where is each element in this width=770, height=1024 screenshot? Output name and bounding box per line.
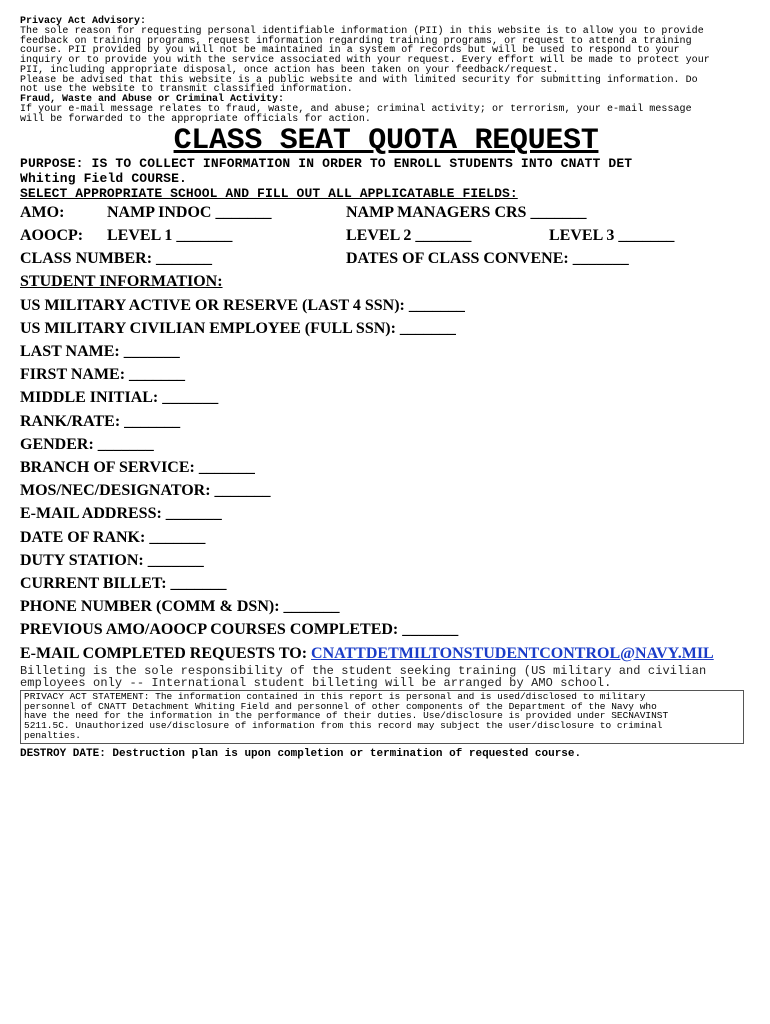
form-page xyxy=(20,17,752,761)
student-info-heading: STUDENT INFORMATION: xyxy=(20,273,223,291)
purpose-line: PURPOSE: IS TO COLLECT INFORMATION IN ORDER TO ENROLL STUDENTS INTO CNATT DET xyxy=(20,156,633,172)
page-title: CLASS SEAT QUOTA REQUEST xyxy=(173,124,599,159)
designator-field[interactable]: MOS/NEC/DESIGNATOR: _______ xyxy=(20,482,271,500)
privacy-advisory-line: feedback on training programs, request information regarding training programs, or request to attend a training xyxy=(20,35,692,47)
rank-rate-field[interactable]: RANK/RATE: _______ xyxy=(20,412,181,430)
last-name-field[interactable]: LAST NAME: _______ xyxy=(20,342,180,360)
first-name-field[interactable]: FIRST NAME: _______ xyxy=(20,366,186,384)
aoocp-label: AOOCP: xyxy=(20,227,84,245)
ssn-full-field[interactable]: US MILITARY CIVILIAN EMPLOYEE (FULL SSN): _______ xyxy=(20,319,456,337)
privacy-statement-line: penalties. xyxy=(24,729,82,741)
email-completed-label: E-MAIL COMPLETED REQUESTS TO: xyxy=(20,644,312,662)
privacy-advisory-line: PII, including appropriate disposal, once action has been taken on your feedback/request. xyxy=(20,64,559,76)
phone-number-field[interactable]: PHONE NUMBER (COMM & DSN): _______ xyxy=(20,598,340,616)
privacy-advisory-line: The sole reason for requesting personal identifiable information (PII) in this website is to allow you to provide xyxy=(20,26,704,37)
privacy-statement-line: PRIVACY ACT STATEMENT: The information contained in this report is personal and is used/disclosed to military xyxy=(24,690,646,702)
previous-courses-field[interactable]: PREVIOUS AMO/AOOCP COURSES COMPLETED: _______ xyxy=(20,621,459,639)
destroy-date-text: : Destruction plan is upon completion or termination of requested course. xyxy=(99,747,582,760)
namp-managers-field[interactable]: NAMP MANAGERS CRS _______ xyxy=(346,204,587,222)
gender-field[interactable]: GENDER: _______ xyxy=(20,435,154,453)
class-convene-field[interactable]: DATES OF CLASS CONVENE: _______ xyxy=(346,250,629,268)
ssn-last4-field[interactable]: US MILITARY ACTIVE OR RESERVE (LAST 4 SSN): _______ xyxy=(20,296,465,314)
class-row xyxy=(20,247,752,270)
fraud-heading: Fraud, Waste and Abuse or Criminal Activity: xyxy=(20,93,285,105)
destroy-date xyxy=(20,747,752,761)
class-number-field[interactable]: CLASS NUMBER: _______ xyxy=(20,250,213,268)
privacy-statement-line: have the need for the information in the performance of their duties. Use/disclosure is provided under SECNAVINST xyxy=(24,710,669,722)
privacy-advisory xyxy=(20,17,752,124)
billeting-line: Billeting is the sole responsibility of the student seeking training (US military and civilian xyxy=(20,663,707,678)
privacy-statement-line: personnel of CNATT Detachment Whiting Field and personnel of other components of the Department of the Navy who xyxy=(24,700,657,712)
date-of-rank-field[interactable]: DATE OF RANK: _______ xyxy=(20,528,206,546)
email-completed-line xyxy=(20,642,752,665)
namp-indoc-field[interactable]: NAMP INDOC _______ xyxy=(107,204,272,222)
aoocp-row xyxy=(20,224,752,247)
level-1-field[interactable]: LEVEL 1 _______ xyxy=(107,227,233,245)
fraud-line: If your e-mail message relates to fraud, waste, and abuse; criminal activity; or terrorism, your e-mail message xyxy=(20,103,692,115)
privacy-advisory-line: Please be advised that this website is a public website and with limited security for submitting information. Do xyxy=(20,74,698,86)
middle-initial-field[interactable]: MIDDLE INITIAL: _______ xyxy=(20,389,219,407)
amo-row xyxy=(20,201,752,224)
destroy-date-label: DESTROY DATE xyxy=(20,747,100,760)
privacy-advisory-heading: Privacy Act Advisory: xyxy=(20,16,147,27)
select-instructions: SELECT APPROPRIATE SCHOOL AND FILL OUT ALL APPLICATABLE FIELDS: xyxy=(20,186,518,202)
email-field[interactable]: E-MAIL ADDRESS: _______ xyxy=(20,505,222,523)
level-3-field[interactable]: LEVEL 3 _______ xyxy=(549,227,675,245)
level-2-field[interactable]: LEVEL 2 _______ xyxy=(346,227,472,245)
amo-label: AMO: xyxy=(20,204,65,222)
billeting-note xyxy=(20,665,752,689)
privacy-act-statement xyxy=(20,690,744,744)
privacy-statement-line: 5211.5C. Unauthorized use/disclosure of information from this record may subject the user/disclosure to criminal xyxy=(24,720,663,732)
privacy-advisory-line: inquiry or to provide you with the service associated with your request. Every effort will be made to protect your xyxy=(20,55,710,67)
fraud-line: will be forwarded to the appropriate officials for action. xyxy=(20,113,371,125)
billeting-line: employees only -- International student billeting will be arranged by AMO school. xyxy=(20,675,612,690)
current-billet-field[interactable]: CURRENT BILLET: _______ xyxy=(20,574,227,592)
duty-station-field[interactable]: DUTY STATION: _______ xyxy=(20,551,204,569)
branch-field[interactable]: BRANCH OF SERVICE: _______ xyxy=(20,458,255,476)
purpose-line: Whiting Field COURSE. xyxy=(20,171,187,187)
student-fields xyxy=(20,294,752,642)
privacy-advisory-line: not use the website to transmit classified information. xyxy=(20,84,353,96)
privacy-advisory-line: course. PII provided by you will not be maintained in a system of records but will be used to respond to your xyxy=(20,45,680,57)
email-link[interactable]: CNATTDETMILTONSTUDENTCONTROL@NAVY.MIL xyxy=(311,644,714,662)
